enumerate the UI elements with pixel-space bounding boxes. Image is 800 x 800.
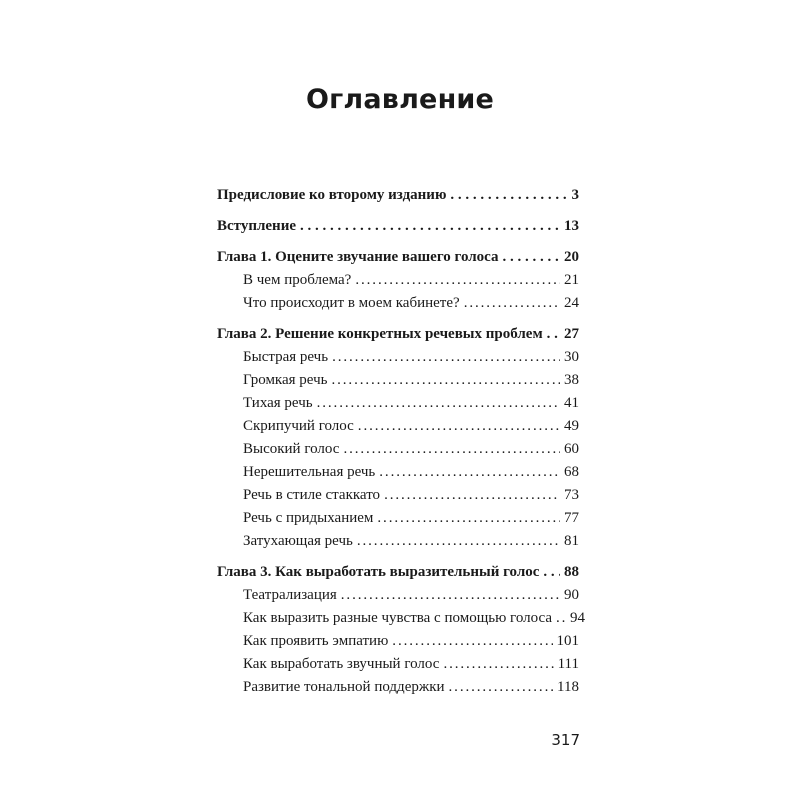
- dot-leader: [503, 246, 560, 269]
- toc-entry-page: 27: [564, 326, 579, 342]
- toc-entry-page: 73: [564, 487, 579, 503]
- toc-chapter-entry: [217, 561, 579, 584]
- toc-entry-page: 88: [564, 564, 579, 580]
- page-title: Оглавление: [305, 84, 495, 116]
- toc-section-entry: [217, 346, 579, 369]
- toc-entry-label: Скрипучий голос: [243, 418, 354, 434]
- toc-entry-label: Театрализация: [243, 587, 337, 603]
- dot-leader: [355, 269, 560, 292]
- toc-entry-page: 81: [564, 533, 579, 549]
- toc-entry-page: 24: [564, 295, 579, 311]
- dot-leader: [450, 184, 567, 207]
- toc-entry-label: Предисловие ко второму изданию: [217, 187, 447, 203]
- toc-entry-page: 30: [564, 349, 579, 365]
- dot-leader: [377, 507, 560, 530]
- toc-entry-page: 49: [564, 418, 579, 434]
- toc-entry-page: 77: [564, 510, 579, 526]
- toc-section-entry: [217, 369, 579, 392]
- toc-entry-page: 68: [564, 464, 579, 480]
- dot-leader: [556, 607, 566, 630]
- toc-section-entry: [217, 507, 579, 530]
- toc-entry-label: Быстрая речь: [243, 349, 329, 365]
- toc-entry-label: Громкая речь: [243, 372, 328, 388]
- toc-entry-label: Как проявить эмпатию: [243, 633, 389, 649]
- dot-leader: [543, 561, 560, 584]
- toc-entry-page: 94: [570, 610, 585, 626]
- toc-section-entry: [217, 584, 579, 607]
- dot-leader: [449, 676, 554, 699]
- dot-leader: [384, 484, 560, 507]
- toc-entry-label: Тихая речь: [243, 395, 313, 411]
- dot-leader: [317, 392, 560, 415]
- dot-leader: [443, 653, 553, 676]
- toc-entry-label: Глава 3. Как выработать выразительный голос: [217, 564, 540, 580]
- toc-entry-page: 38: [564, 372, 579, 388]
- toc-entry-label: Вступление: [217, 218, 296, 234]
- toc-section-entry: [217, 676, 579, 699]
- toc-section-entry: [217, 607, 585, 630]
- toc-entry-label: Глава 1. Оцените звучание вашего голоса: [217, 249, 499, 265]
- toc-entry-page: 60: [564, 441, 579, 457]
- toc-entry-label: Высокий голос: [243, 441, 340, 457]
- toc-section-entry: [217, 438, 579, 461]
- page-number: 317: [551, 731, 580, 749]
- dot-leader: [300, 215, 560, 238]
- toc-entry-label: Развитие тональной поддержки: [243, 679, 445, 695]
- toc-section-entry: [217, 461, 579, 484]
- dot-leader: [343, 438, 560, 461]
- toc-entry-label: Что происходит в моем кабинете?: [243, 295, 460, 311]
- toc-entry-label: Затухающая речь: [243, 533, 353, 549]
- toc-entry-label: Речь с придыханием: [243, 510, 374, 526]
- toc-entry-label: Как выразить разные чувства с помощью голоса: [243, 610, 552, 626]
- toc-entry-page: 21: [564, 272, 579, 288]
- toc-section-entry: [217, 269, 579, 292]
- toc-chapter-entry: [217, 215, 579, 238]
- toc-section-entry: [217, 292, 579, 315]
- dot-leader: [332, 346, 560, 369]
- toc-entry-label: Речь в стиле стаккато: [243, 487, 381, 503]
- toc-entry-label: Как выработать звучный голос: [243, 656, 440, 672]
- dot-leader: [331, 369, 560, 392]
- toc-entry-page: 41: [564, 395, 579, 411]
- toc-entry-page: 13: [564, 218, 579, 234]
- toc-section-entry: [217, 392, 579, 415]
- toc-entry-label: Глава 2. Решение конкретных речевых проблем: [217, 326, 543, 342]
- dot-leader: [358, 415, 560, 438]
- dot-leader: [379, 461, 560, 484]
- toc-chapter-entry: [217, 246, 579, 269]
- toc-entry-label: В чем проблема?: [243, 272, 352, 288]
- toc-chapter-entry: [217, 184, 579, 207]
- toc-section-entry: [217, 484, 579, 507]
- toc-entry-page: 90: [564, 587, 579, 603]
- toc-entry-page: 20: [564, 249, 579, 265]
- toc-entry-page: 3: [571, 187, 579, 203]
- toc-entry-page: 111: [557, 656, 579, 672]
- toc-section-entry: [217, 630, 579, 653]
- dot-leader: [392, 630, 552, 653]
- toc-entry-page: 101: [556, 633, 579, 649]
- dot-leader: [357, 530, 560, 553]
- table-of-contents: [217, 184, 585, 699]
- toc-section-entry: [217, 530, 579, 553]
- toc-entry-page: 118: [557, 679, 579, 695]
- toc-chapter-entry: [217, 323, 579, 346]
- dot-leader: [464, 292, 560, 315]
- toc-section-entry: [217, 415, 579, 438]
- toc-section-entry: [217, 653, 579, 676]
- dot-leader: [341, 584, 560, 607]
- dot-leader: [547, 323, 560, 346]
- toc-entry-label: Нерешительная речь: [243, 464, 376, 480]
